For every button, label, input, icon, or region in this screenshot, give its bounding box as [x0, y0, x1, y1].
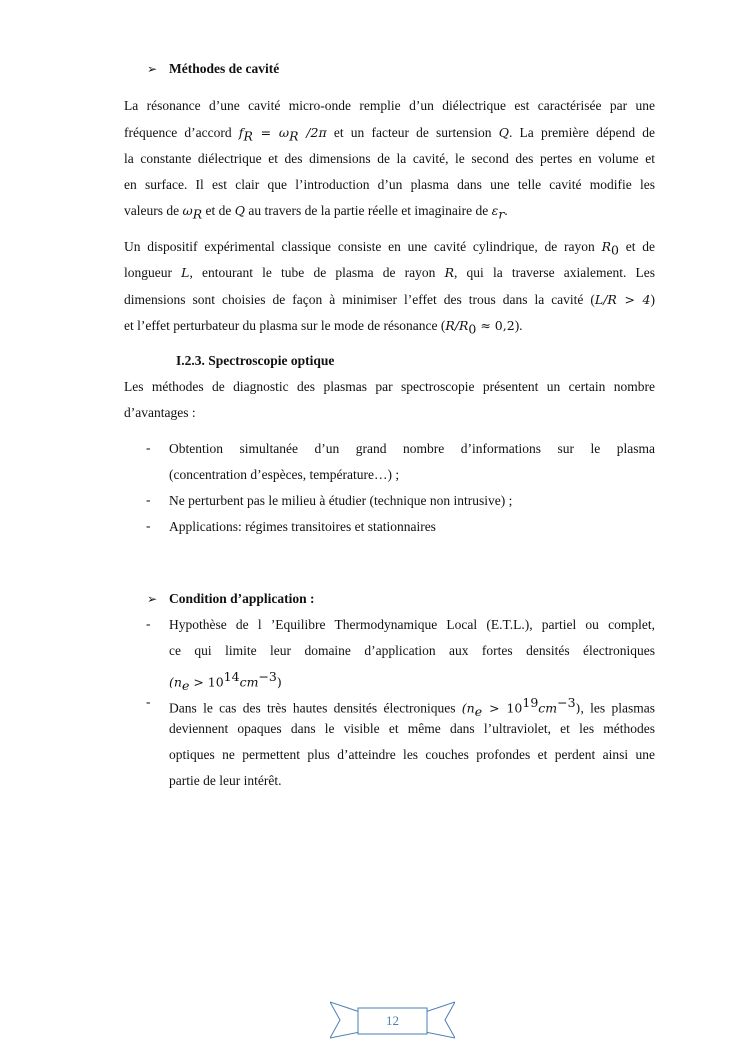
section-title-condition: Condition d’application : — [169, 591, 315, 606]
intro-line: Les méthodes de diagnostic des plasmas par spectroscopie présentent un certain nombre — [124, 379, 655, 394]
arrow-bullet-icon: ➢ — [147, 592, 158, 606]
list-item-continuation: ce qui limite leur domaine d’application aux fortes densités électroniques — [169, 643, 655, 658]
dash-bullet: - — [146, 440, 151, 455]
list-item: Obtention simultanée d’un grand nombre d’informations sur le plasma — [169, 441, 655, 456]
list-item: Hypothèse de l ’Equilibre Thermodynamique Local (E.T.L.), partiel ou complet, — [169, 617, 655, 632]
page-number-ribbon — [330, 1000, 455, 1040]
list-item-continuation: optiques ne permettent plus d’atteindre les couches profondes et perdent ainsi une — [169, 747, 655, 762]
section-title-cavity: Méthodes de cavité — [169, 61, 280, 76]
list-item-continuation: (concentration d’espèces, température…) ; — [169, 467, 400, 482]
text-line: en surface. Il est clair que l’introduction d’un plasma dans une telle cavité modifie les — [124, 177, 655, 192]
intro-line: d’avantages : — [124, 405, 196, 420]
text-line: dimensions sont choisies de façon à minimiser l’effet des trous dans la cavité (L/R > 4) — [124, 292, 655, 307]
dash-bullet: - — [146, 492, 151, 507]
text-line: fréquence d’accord $f_R = \omega_R$ /2π et un facteur de surtension Q. La première dépend de — [124, 125, 655, 144]
list-item: Applications: régimes transitoires et stationnaires — [169, 519, 436, 534]
text-line: la constante diélectrique et des dimensions de la cavité, le second des pertes en volume et — [124, 151, 655, 166]
list-item-continuation: partie de leur intérêt. — [169, 773, 282, 788]
text-line: valeurs de $\omega_R$ et de Q au travers de la partie réelle et imaginaire de $\varepsilon_r$. — [124, 203, 508, 222]
list-item: Ne perturbent pas le milieu à étudier (technique non intrusive) ; — [169, 493, 513, 508]
text-line: La résonance d’une cavité micro-onde remplie d’un diélectrique est caractérisée par une — [124, 98, 655, 113]
list-item-continuation: deviennent opaques dans le visible et même dans l’ultraviolet, et les méthodes — [169, 721, 655, 736]
page-number: 12 — [386, 1013, 399, 1028]
dash-bullet: - — [146, 694, 151, 709]
text-line: longueur L, entourant le tube de plasma de rayon R, qui la traverse axialement. Les — [124, 265, 655, 280]
text-line: Un dispositif expérimental classique consiste en une cavité cylindrique, de rayon $R_0$ et de — [124, 239, 655, 258]
dash-bullet: - — [146, 518, 151, 533]
formula-density: $(n_e > 10^{14}cm^{-3})$ — [169, 669, 282, 694]
arrow-bullet-icon: ➢ — [147, 62, 158, 76]
section-heading-spectroscopy: I.2.3. Spectroscopie optique — [176, 353, 335, 368]
text-line: et l’effet perturbateur du plasma sur le mode de résonance $(R/R_0 \approx 0,2)$. — [124, 318, 523, 337]
list-item: Dans le cas des très hautes densités électroniques $(n_e > 10^{19}cm^{-3})$, les plasmas — [169, 695, 655, 720]
dash-bullet: - — [146, 616, 151, 631]
